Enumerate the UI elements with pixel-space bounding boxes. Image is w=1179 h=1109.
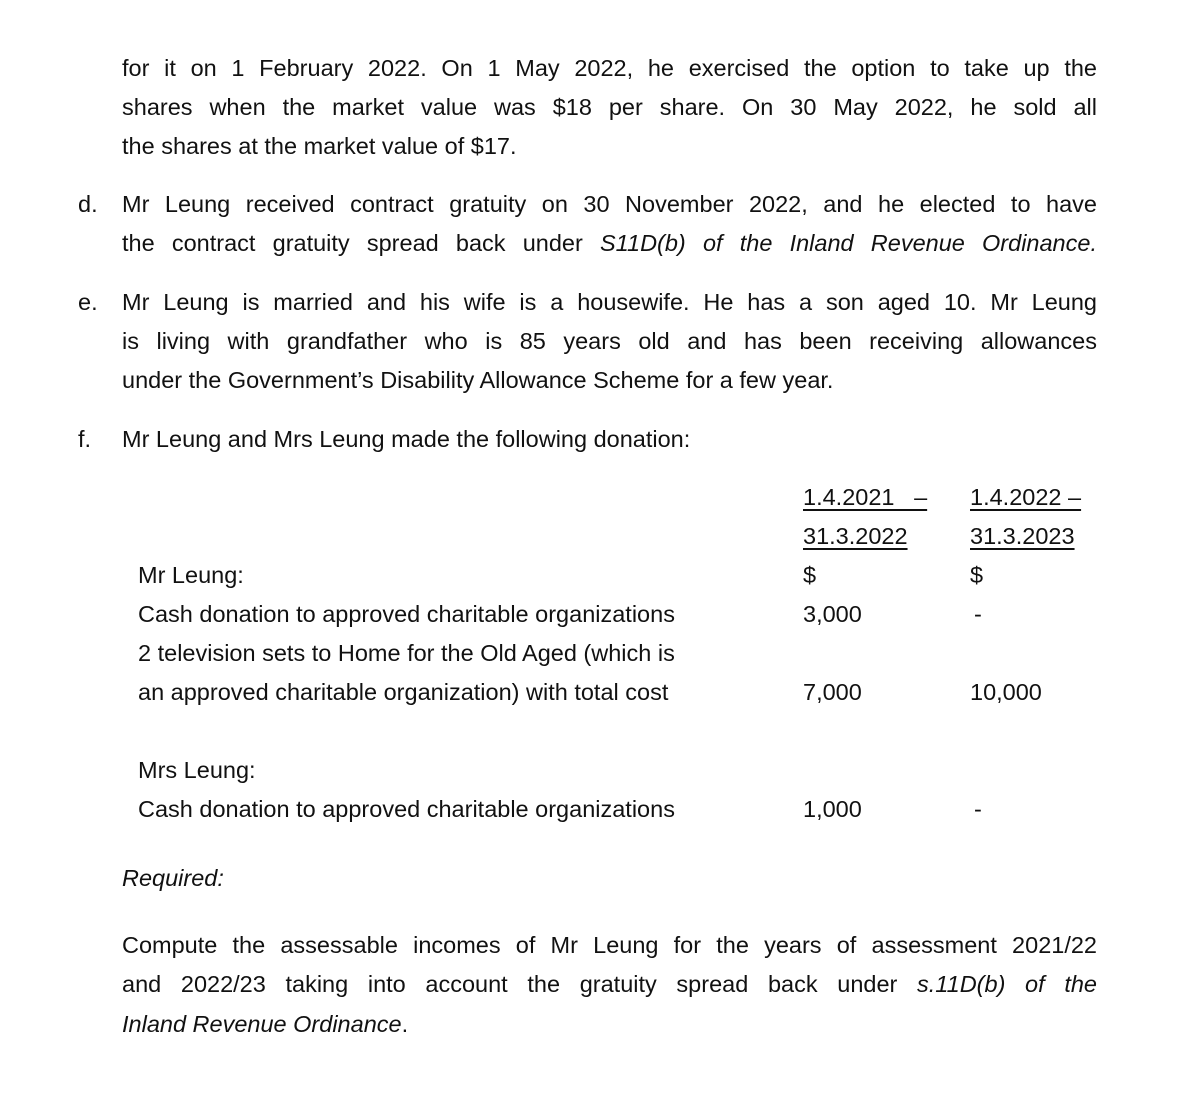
col2-currency: $ xyxy=(970,562,984,588)
text: and 2022/23 taking into account the gratuity spread back under xyxy=(122,971,918,997)
required-heading xyxy=(122,863,1097,893)
row-value-2: 10,000 xyxy=(970,679,1042,705)
required-line: Compute the assessable incomes of Mr Leung for the years of assessment 2021/22 xyxy=(122,932,1097,958)
row-value-1: 1,000 xyxy=(803,796,862,822)
row-value-1: 3,000 xyxy=(803,601,862,627)
text: . xyxy=(1090,230,1097,256)
italic-reference: Inland Revenue Ordinance xyxy=(122,1011,402,1037)
item-e-line: is living with grandfather who is 85 years old and has been receiving allowances xyxy=(122,328,1097,354)
text: . xyxy=(401,1011,409,1037)
item-d-line: Mr Leung received contract gratuity on 30 November 2022, and he elected to have xyxy=(122,191,1097,217)
mrs-leung-label: Mrs Leung: xyxy=(138,757,256,783)
intro-line: for it on 1 February 2022. On 1 May 2022, he exercised the option to take up the xyxy=(122,55,1097,81)
item-e-line: Mr Leung is married and his wife is a housewife. He has a son aged 10. Mr Leung xyxy=(122,289,1097,315)
text: the contract gratuity spread back under xyxy=(122,230,600,256)
required-line xyxy=(122,969,1097,999)
intro-line: the shares at the market value of $17. xyxy=(122,133,517,159)
col1-header: 1.4.2021 – xyxy=(803,484,928,510)
item-f-line: Mr Leung and Mrs Leung made the following donation: xyxy=(122,426,691,452)
row-value-2: - xyxy=(974,601,982,627)
required-line xyxy=(122,1009,1097,1039)
col1-currency: $ xyxy=(803,562,817,588)
col2-header: 31.3.2023 xyxy=(970,523,1075,549)
italic-reference: s.11D(b) of the xyxy=(917,971,1097,997)
item-e-marker: e. xyxy=(78,289,98,315)
text: Required: xyxy=(122,865,224,891)
col1-header: 31.3.2022 xyxy=(803,523,908,549)
row-desc: an approved charitable organization) with total cost xyxy=(138,679,669,705)
item-f-marker: f. xyxy=(78,426,92,452)
item-d-line xyxy=(122,228,1097,258)
item-d-marker: d. xyxy=(78,191,98,217)
row-value-2: - xyxy=(974,796,982,822)
mr-leung-label: Mr Leung: xyxy=(138,562,244,588)
row-desc: Cash donation to approved charitable organizations xyxy=(138,796,675,822)
col2-header: 1.4.2022 – xyxy=(970,484,1082,510)
row-value-1: 7,000 xyxy=(803,679,862,705)
italic-reference: S11D(b) of the Inland Revenue Ordinance xyxy=(600,230,1091,256)
row-desc: 2 television sets to Home for the Old Aged (which is xyxy=(138,640,675,666)
row-desc: Cash donation to approved charitable organizations xyxy=(138,601,675,627)
item-e-line: under the Government’s Disability Allowance Scheme for a few year. xyxy=(122,367,834,393)
intro-line: shares when the market value was $18 per share. On 30 May 2022, he sold all xyxy=(122,94,1097,120)
